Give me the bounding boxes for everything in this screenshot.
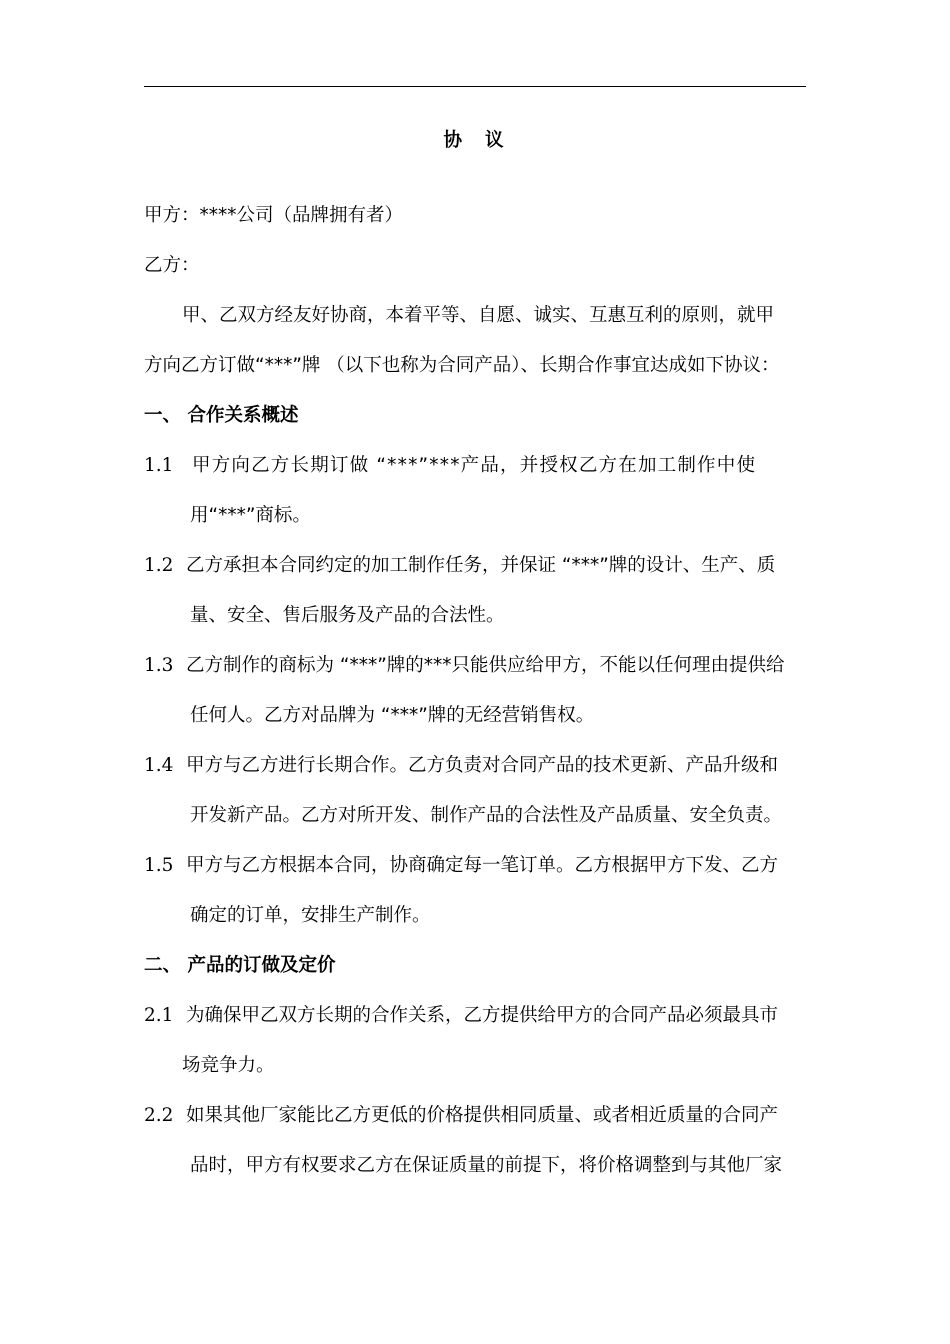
party-a-line: 甲方：****公司（品牌拥有者）	[144, 205, 404, 226]
section-heading-1: 一、 合作关系概述	[144, 405, 299, 426]
document-title: 协 议	[443, 130, 507, 151]
section-heading-2: 二、 产品的订做及定价	[144, 955, 336, 976]
clause-1-1	[144, 453, 756, 479]
clause-number: 1.3	[144, 655, 174, 676]
clause-text: 为确保甲乙双方长期的合作关系，乙方提供给甲方的合同产品必须最具市	[186, 1005, 779, 1026]
intro-line-1: 甲、乙双方经友好协商，本着平等、自愿、诚实、互惠互利的原则，就甲	[182, 305, 775, 326]
clause-text: 如果其他厂家能比乙方更低的价格提供相同质量、或者相近质量的合同产	[186, 1105, 779, 1126]
clause-text: 甲方与乙方进行长期合作。乙方负责对合同产品的技术更新、产品升级和	[186, 755, 779, 776]
clause-number: 1.5	[144, 855, 174, 876]
header-rule	[144, 86, 806, 87]
clause-1-2	[144, 553, 775, 579]
clause-1-4-cont: 开发新产品。乙方对所开发、制作产品的合法性及产品质量、安全负责。	[190, 805, 783, 826]
clause-1-1-cont: 用“***”商标。	[190, 505, 311, 526]
clause-1-4	[144, 753, 778, 779]
clause-text: 甲方与乙方根据本合同，协商确定每一笔订单。乙方根据甲方下发、乙方	[186, 855, 779, 876]
clause-number: 2.2	[144, 1105, 174, 1126]
clause-text: 乙方承担本合同约定的加工制作任务，并保证 “***”牌的设计、生产、质	[186, 555, 776, 576]
clause-2-2	[144, 1103, 778, 1129]
clause-1-3	[144, 653, 785, 679]
clause-number: 1.1	[144, 455, 174, 476]
clause-2-1-cont: 场竞争力。	[182, 1055, 275, 1076]
clause-number: 1.4	[144, 755, 174, 776]
clause-number: 2.1	[144, 1005, 174, 1026]
clause-1-3-cont: 任何人。乙方对品牌为 “***”牌的无经营销售权。	[190, 705, 595, 726]
clause-2-1	[144, 1003, 778, 1029]
clause-1-5	[144, 853, 778, 879]
intro-line-2: 方向乙方订做“***”牌 （以下也称为合同产品）、长期合作事宜达成如下协议：	[144, 355, 780, 376]
clause-1-5-cont: 确定的订单，安排生产制作。	[190, 905, 431, 926]
clause-text: 乙方制作的商标为 “***”牌的***只能供应给甲方，不能以任何理由提供给	[186, 655, 785, 676]
clause-text: 甲方向乙方长期订做 “***”***产品，并授权乙方在加工制作中使	[192, 455, 757, 476]
clause-number: 1.2	[144, 555, 174, 576]
party-b-line: 乙方：	[144, 255, 200, 276]
clause-1-2-cont: 量、安全、售后服务及产品的合法性。	[190, 605, 505, 626]
clause-2-2-cont: 品时，甲方有权要求乙方在保证质量的前提下，将价格调整到与其他厂家	[190, 1155, 783, 1176]
